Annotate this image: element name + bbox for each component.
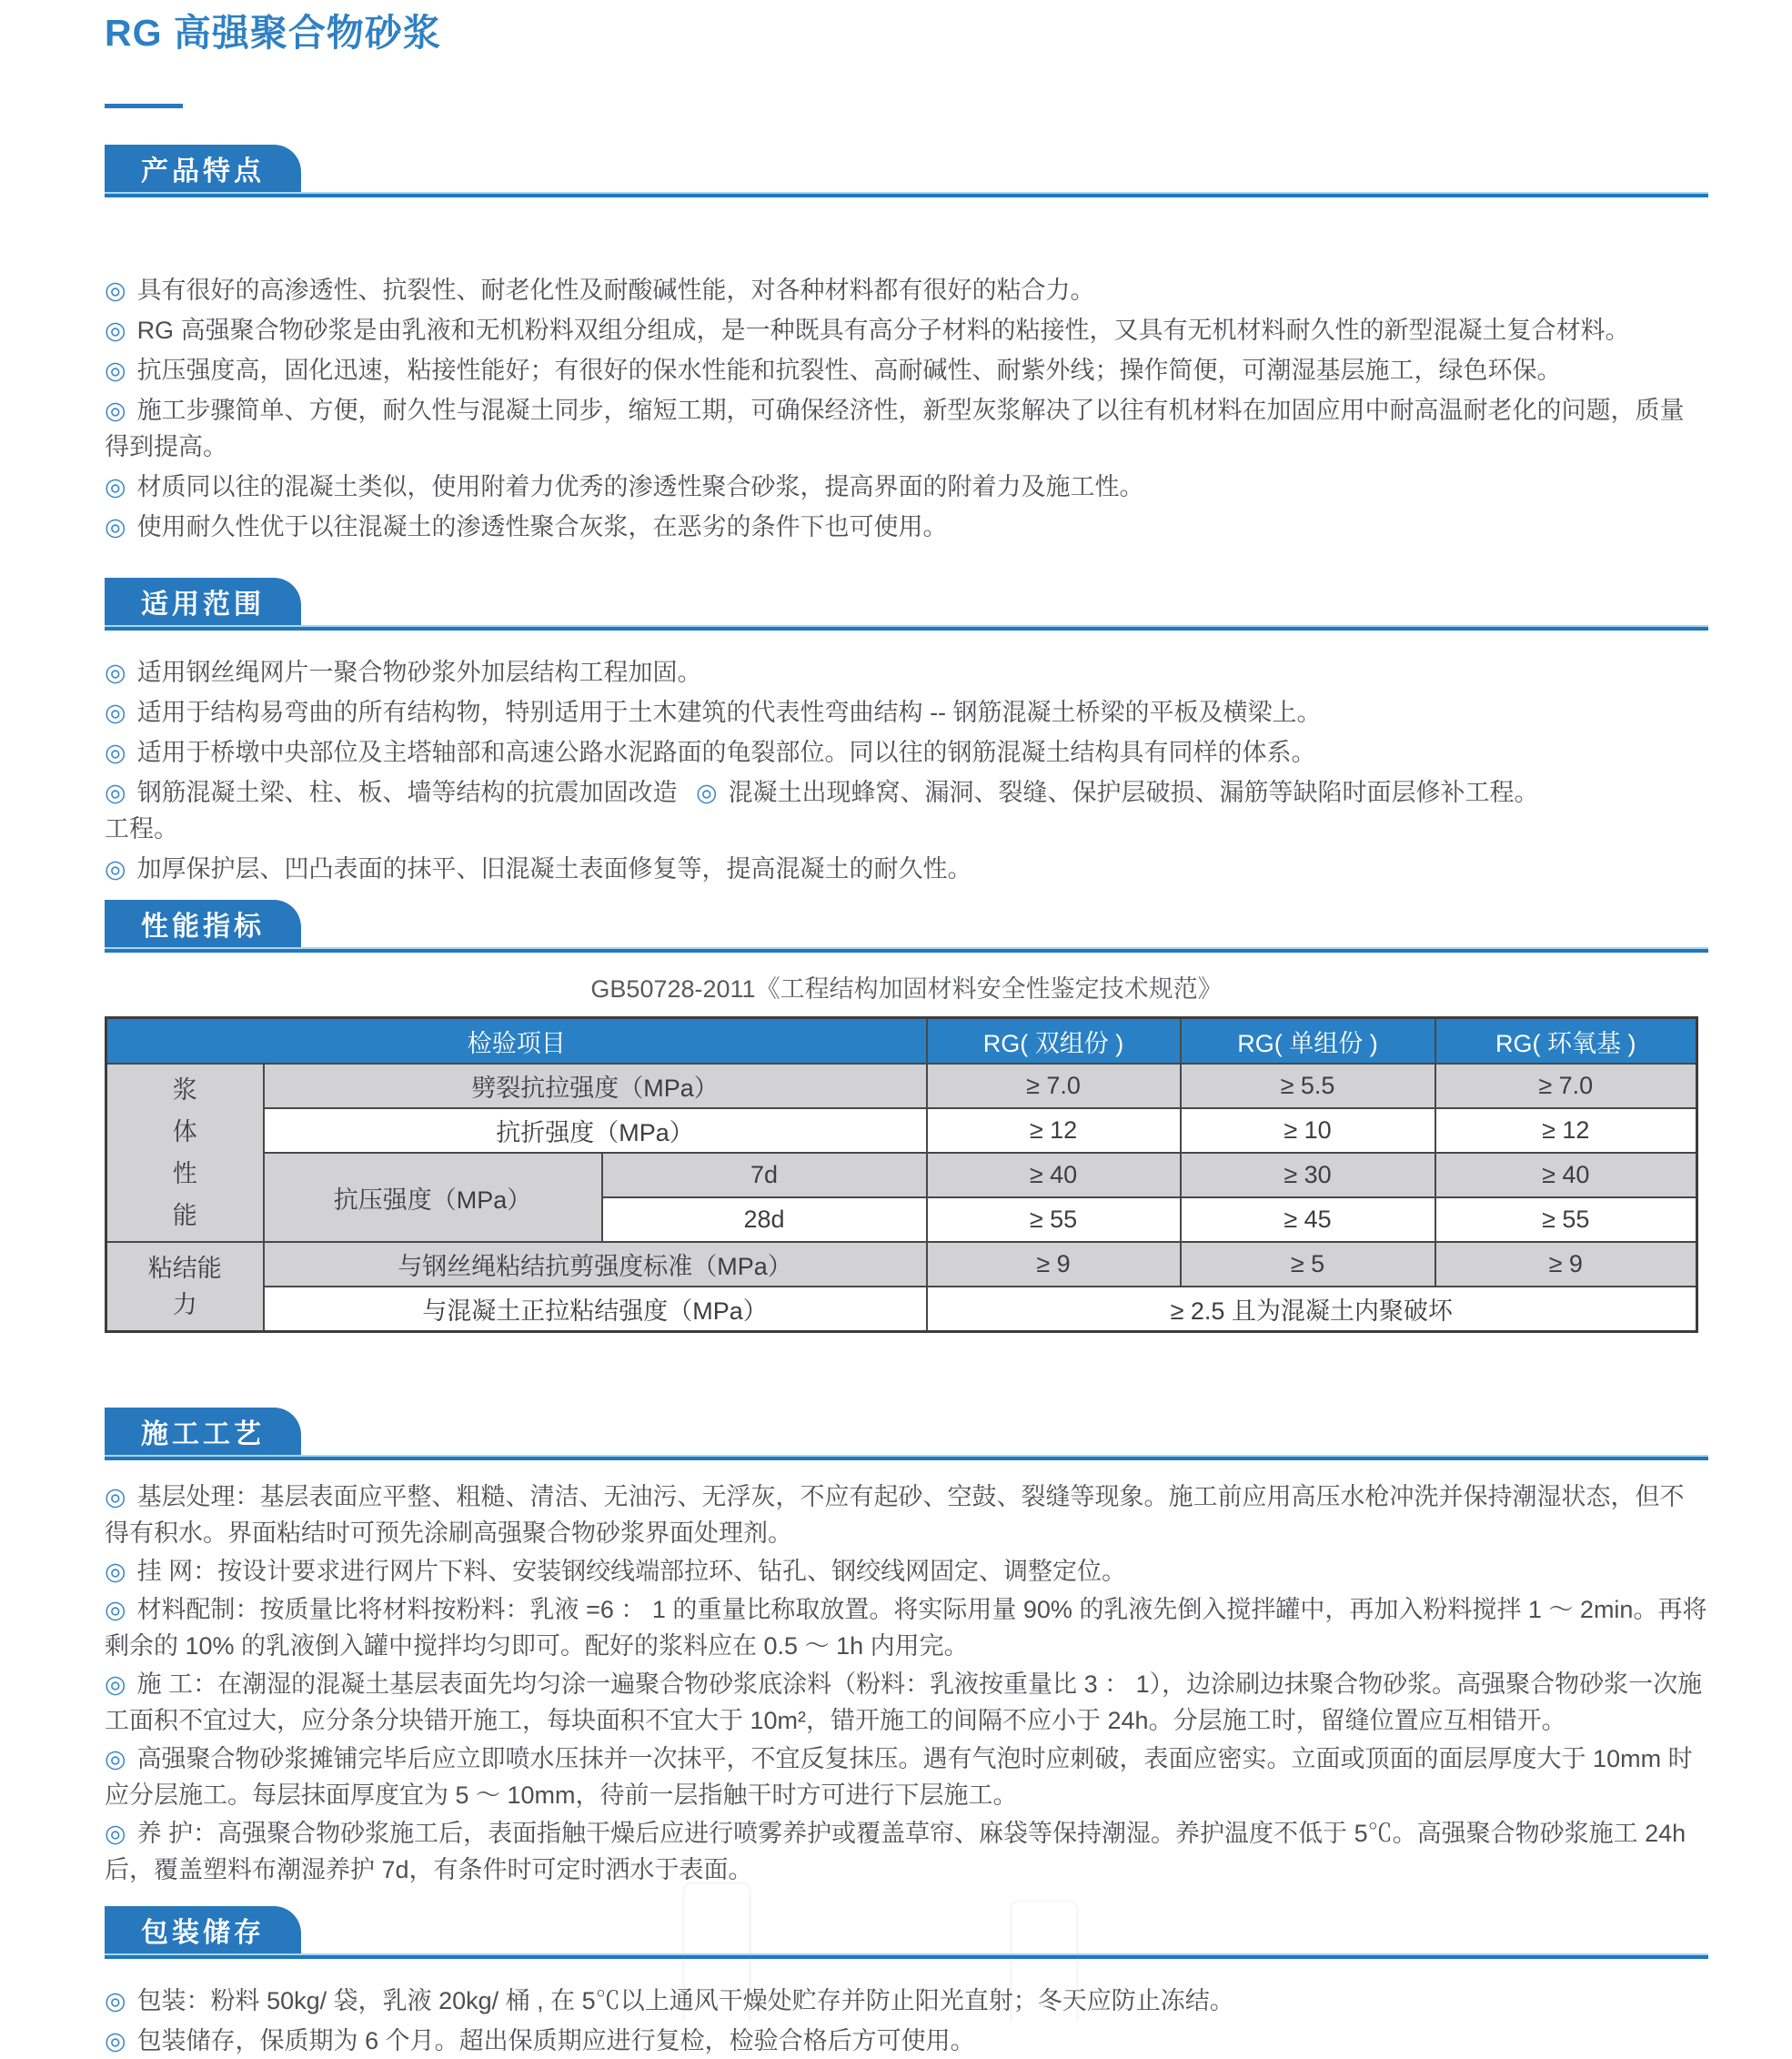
bullet-text: 基层处理：基层表面应平整、粗糙、清洁、无油污、无浮灰，不应有起砂、空鼓、裂缝等现象。施工前应用高压水枪冲洗并保持潮湿状态，但不得有积水。界面粘结时可预先涂刷高强聚合物砂浆界面处理剂。: [105, 1483, 1685, 1547]
table-col-rg1: RG( 单组份 ): [1181, 1018, 1435, 1065]
bullet-icon: ◎: [105, 699, 126, 726]
bullet-text: 挂 网：按设计要求进行网片下料、安装钢绞线端部拉环、钻孔、钢绞线网固定、调整定位。: [136, 1558, 1127, 1585]
bullet-icon: ◎: [105, 317, 126, 344]
bullet-item: [105, 352, 1708, 389]
section-rule: [105, 1953, 1708, 1959]
performance-table: [105, 1016, 1698, 1333]
page-title: RG 高强聚合物砂浆: [105, 12, 441, 54]
table-cell: ≥ 9: [1435, 1242, 1697, 1287]
table-cell: 抗压强度（MPa）: [264, 1153, 602, 1242]
row-group-paste: [106, 1064, 264, 1242]
table-cell: ≥ 45: [1181, 1197, 1435, 1242]
bullet-icon: ◎: [105, 1483, 126, 1510]
bullet-item: [105, 1983, 1708, 2019]
section-badge-packaging: [105, 1906, 301, 1953]
bullet-item: [105, 654, 1708, 691]
section-rule: [105, 1455, 1708, 1460]
table-cell: ≥ 7.0: [1435, 1064, 1697, 1108]
bullet-icon: ◎: [105, 513, 126, 540]
table-cell: ≥ 10: [1181, 1108, 1435, 1153]
bullet-item: [696, 774, 1539, 847]
bullet-icon: ◎: [105, 473, 126, 500]
section-badge-features: [105, 145, 301, 192]
table-cell: 劈裂抗拉强度（MPa）: [264, 1064, 927, 1108]
table-cell: ≥ 55: [1435, 1197, 1697, 1242]
section-rule: [105, 947, 1708, 953]
section-performance: [105, 900, 1708, 1333]
row-group-label: 浆体性能: [172, 1076, 197, 1229]
section-scope: [105, 578, 1708, 887]
bullet-item-pair: [105, 774, 1708, 847]
row-group-label: 粘结能力: [147, 1255, 222, 1318]
table-cell: ≥ 5: [1181, 1242, 1435, 1287]
section-badge-label: 施工工艺: [141, 1419, 265, 1449]
bullet-icon: ◎: [105, 2027, 126, 2054]
table-cell: 与钢丝绳粘结抗剪强度标准（MPa）: [264, 1242, 927, 1287]
table-cell: ≥ 12: [1435, 1108, 1697, 1153]
table-cell: ≥ 55: [927, 1197, 1181, 1242]
bullet-item: [105, 851, 1708, 887]
bullet-item: [105, 1553, 1708, 1590]
table-row: [106, 1242, 1697, 1287]
bullet-text: 适用钢丝绳网片一聚合物砂浆外加层结构工程加固。: [136, 659, 702, 686]
table-col-rg2: RG( 双组份 ): [927, 1018, 1181, 1065]
bullet-text: 高强聚合物砂浆摊铺完毕后应立即喷水压抹并一次抹平，不宜反复抹压。遇有气泡时应刺破，表面应密实。立面或顶面的面层厚度大于 10mm 时应分层施工。每层抹面厚度宜为 5 ～ 10mm，待前一层指触干时方可进行下层施工。: [105, 1745, 1693, 1809]
bullet-item: [105, 734, 1708, 771]
scope-bullet-list: [105, 654, 1708, 887]
bullet-item: [105, 272, 1708, 308]
bullet-text: 适用于桥墩中央部位及主塔轴部和高速公路水泥路面的龟裂部位。同以往的钢筋混凝土结构具有同样的体系。: [136, 739, 1316, 766]
table-cell-merged: ≥ 2.5 且为混凝土内聚破坏: [927, 1287, 1697, 1332]
table-cell: ≥ 40: [927, 1153, 1181, 1197]
bullet-text: 钢筋混凝土梁、柱、板、墙等结构的抗震加固改造工程。: [105, 779, 678, 843]
bullet-text: 包装：粉料 50kg/ 袋，乳液 20kg/ 桶 , 在 5℃以上通风干燥处贮存并防止阳光直射；冬天应防止冻结。: [136, 1987, 1234, 2014]
bullet-item: [105, 774, 696, 847]
table-row: [106, 1108, 1697, 1153]
section-heading-scope: [105, 578, 1708, 631]
section-heading-performance: [105, 900, 1708, 953]
bullet-item: [105, 1591, 1708, 1664]
bullet-item: [105, 312, 1708, 348]
bullet-icon: ◎: [105, 357, 126, 384]
section-heading-packaging: [105, 1906, 1708, 1959]
section-badge-scope: [105, 578, 301, 625]
bullet-text: 具有很好的高渗透性、抗裂性、耐老化性及耐酸碱性能，对各种材料都有很好的粘合力。: [136, 277, 1095, 304]
section-rule: [105, 192, 1708, 197]
bullet-item: [105, 1479, 1708, 1551]
table-header-row: [106, 1018, 1697, 1065]
bullet-item: [105, 469, 1708, 505]
bullet-item: [105, 392, 1708, 465]
bullet-text: 包装储存，保质期为 6 个月。超出保质期应进行复检，检验合格后方可使用。: [136, 2027, 975, 2054]
bullet-icon: ◎: [105, 277, 126, 304]
table-cell: ≥ 40: [1435, 1153, 1697, 1197]
bullet-item: [105, 2023, 1708, 2059]
section-badge-label: 适用范围: [141, 590, 265, 620]
section-process: [105, 1408, 1708, 1888]
bullet-icon: ◎: [105, 1558, 126, 1585]
bullet-text: 加厚保护层、凹凸表面的抹平、旧混凝土表面修复等，提高混凝土的耐久性。: [136, 855, 972, 883]
bullet-item: [105, 1666, 1708, 1739]
bullet-icon: ◎: [105, 1987, 126, 2014]
table-row: [106, 1287, 1697, 1332]
bullet-text: 材料配制：按质量比将材料按粉料：乳液 =6 ： 1 的重量比称取放置。将实际用量 90% 的乳液先倒入搅拌罐中，再加入粉料搅拌 1 ～ 2min。再将剩余的 10% 的乳液倒入罐中搅拌均匀即可。配好的浆料应在 0.5 ～ 1h 内用完。: [105, 1596, 1707, 1660]
bullet-text: 适用于结构易弯曲的所有结构物，特别适用于土木建筑的代表性弯曲结构 -- 钢筋混凝土桥梁的平板及横梁上。: [136, 699, 1322, 726]
bullet-icon: ◎: [105, 659, 126, 686]
table-cell: 28d: [602, 1197, 927, 1242]
bullet-text: 施 工：在潮湿的混凝土基层表面先均匀涂一遍聚合物砂浆底涂料（粉料：乳液按重量比 3 ： 1），边涂刷边抹聚合物砂浆。高强聚合物砂浆一次施工面积不宜过大，应分条分块错开施工，每块面积不宜大于 10m²，错开施工的间隔不应小于 24h。分层施工时，留缝位置应互相错开。: [105, 1670, 1703, 1734]
section-heading-features: [105, 145, 1708, 197]
section-badge-process: [105, 1408, 301, 1455]
bullet-icon: ◎: [105, 779, 126, 806]
section-features: [105, 145, 1708, 545]
section-badge-performance: [105, 900, 301, 947]
section-packaging: [105, 1906, 1708, 2059]
bullet-item: [105, 1741, 1708, 1813]
bullet-text: 抗压强度高，固化迅速，粘接性能好；有很好的保水性能和抗裂性、高耐碱性、耐紫外线；操作简便，可潮湿基层施工，绿色环保。: [136, 357, 1562, 384]
table-cell: 与混凝土正拉粘结强度（MPa）: [264, 1287, 927, 1332]
table-cell: ≥ 9: [927, 1242, 1181, 1287]
section-badge-label: 包装储存: [141, 1918, 265, 1948]
features-bullet-list: [105, 272, 1708, 545]
bullet-item: [105, 509, 1708, 545]
bullet-text: 材质同以往的混凝土类似，使用附着力优秀的渗透性聚合砂浆，提高界面的附着力及施工性。: [136, 473, 1144, 500]
section-heading-process: [105, 1408, 1708, 1460]
section-badge-label: 性能指标: [141, 912, 265, 942]
table-cell: ≥ 12: [927, 1108, 1181, 1153]
bullet-icon: ◎: [105, 1596, 126, 1623]
table-cell: 7d: [602, 1153, 927, 1197]
section-badge-label: 产品特点: [141, 156, 265, 187]
process-bullet-list: [105, 1479, 1708, 1888]
bullet-text: 混凝土出现蜂窝、漏洞、裂缝、保护层破损、漏筋等缺陷时面层修补工程。: [728, 779, 1539, 806]
table-col-item: 检验项目: [106, 1018, 927, 1065]
bullet-item: [105, 1815, 1708, 1888]
bullet-icon: ◎: [105, 1670, 126, 1698]
table-row: [106, 1064, 1697, 1108]
table-cell: ≥ 7.0: [927, 1064, 1181, 1108]
bullet-item: [105, 694, 1708, 731]
bullet-text: 使用耐久性优于以往混凝土的渗透性聚合灰浆，在恶劣的条件下也可使用。: [136, 513, 948, 540]
table-col-rge: RG( 环氧基 ): [1435, 1018, 1697, 1065]
table-cell: ≥ 5.5: [1181, 1064, 1435, 1108]
bullet-text: 施工步骤简单、方便，耐久性与混凝土同步，缩短工期，可确保经济性，新型灰浆解决了以往有机材料在加固应用中耐高温耐老化的问题，质量得到提高。: [105, 397, 1685, 460]
table-row: [106, 1153, 1697, 1197]
section-rule: [105, 625, 1708, 631]
table-cell: ≥ 30: [1181, 1153, 1435, 1197]
bullet-icon: ◎: [105, 1745, 126, 1772]
bullet-text: 养 护：高强聚合物砂浆施工后，表面指触干燥后应进行喷雾养护或覆盖草帘、麻袋等保持潮湿。养护温度不低于 5℃。高强聚合物砂浆施工 24h 后，覆盖塑料布潮湿养护 7d，有条件时可定时洒水于表面。: [105, 1820, 1686, 1883]
bullet-icon: ◎: [105, 397, 126, 424]
bullet-icon: ◎: [105, 739, 126, 766]
bullet-text: RG 高强聚合物砂浆是由乳液和无机粉料双组分组成，是一种既具有高分子材料的粘接性，又具有无机材料耐久性的新型混凝土复合材料。: [136, 317, 1630, 344]
row-group-bond: [106, 1242, 264, 1332]
bullet-icon: ◎: [105, 855, 126, 883]
bullet-icon: ◎: [696, 779, 718, 806]
packaging-bullet-list: [105, 1983, 1708, 2059]
table-standard-title: GB50728-2011《工程结构加固材料安全性鉴定技术规范》: [590, 975, 1223, 1003]
bullet-icon: ◎: [105, 1820, 126, 1847]
title-underline: [105, 104, 183, 108]
table-cell: 抗折强度（MPa）: [264, 1108, 927, 1153]
